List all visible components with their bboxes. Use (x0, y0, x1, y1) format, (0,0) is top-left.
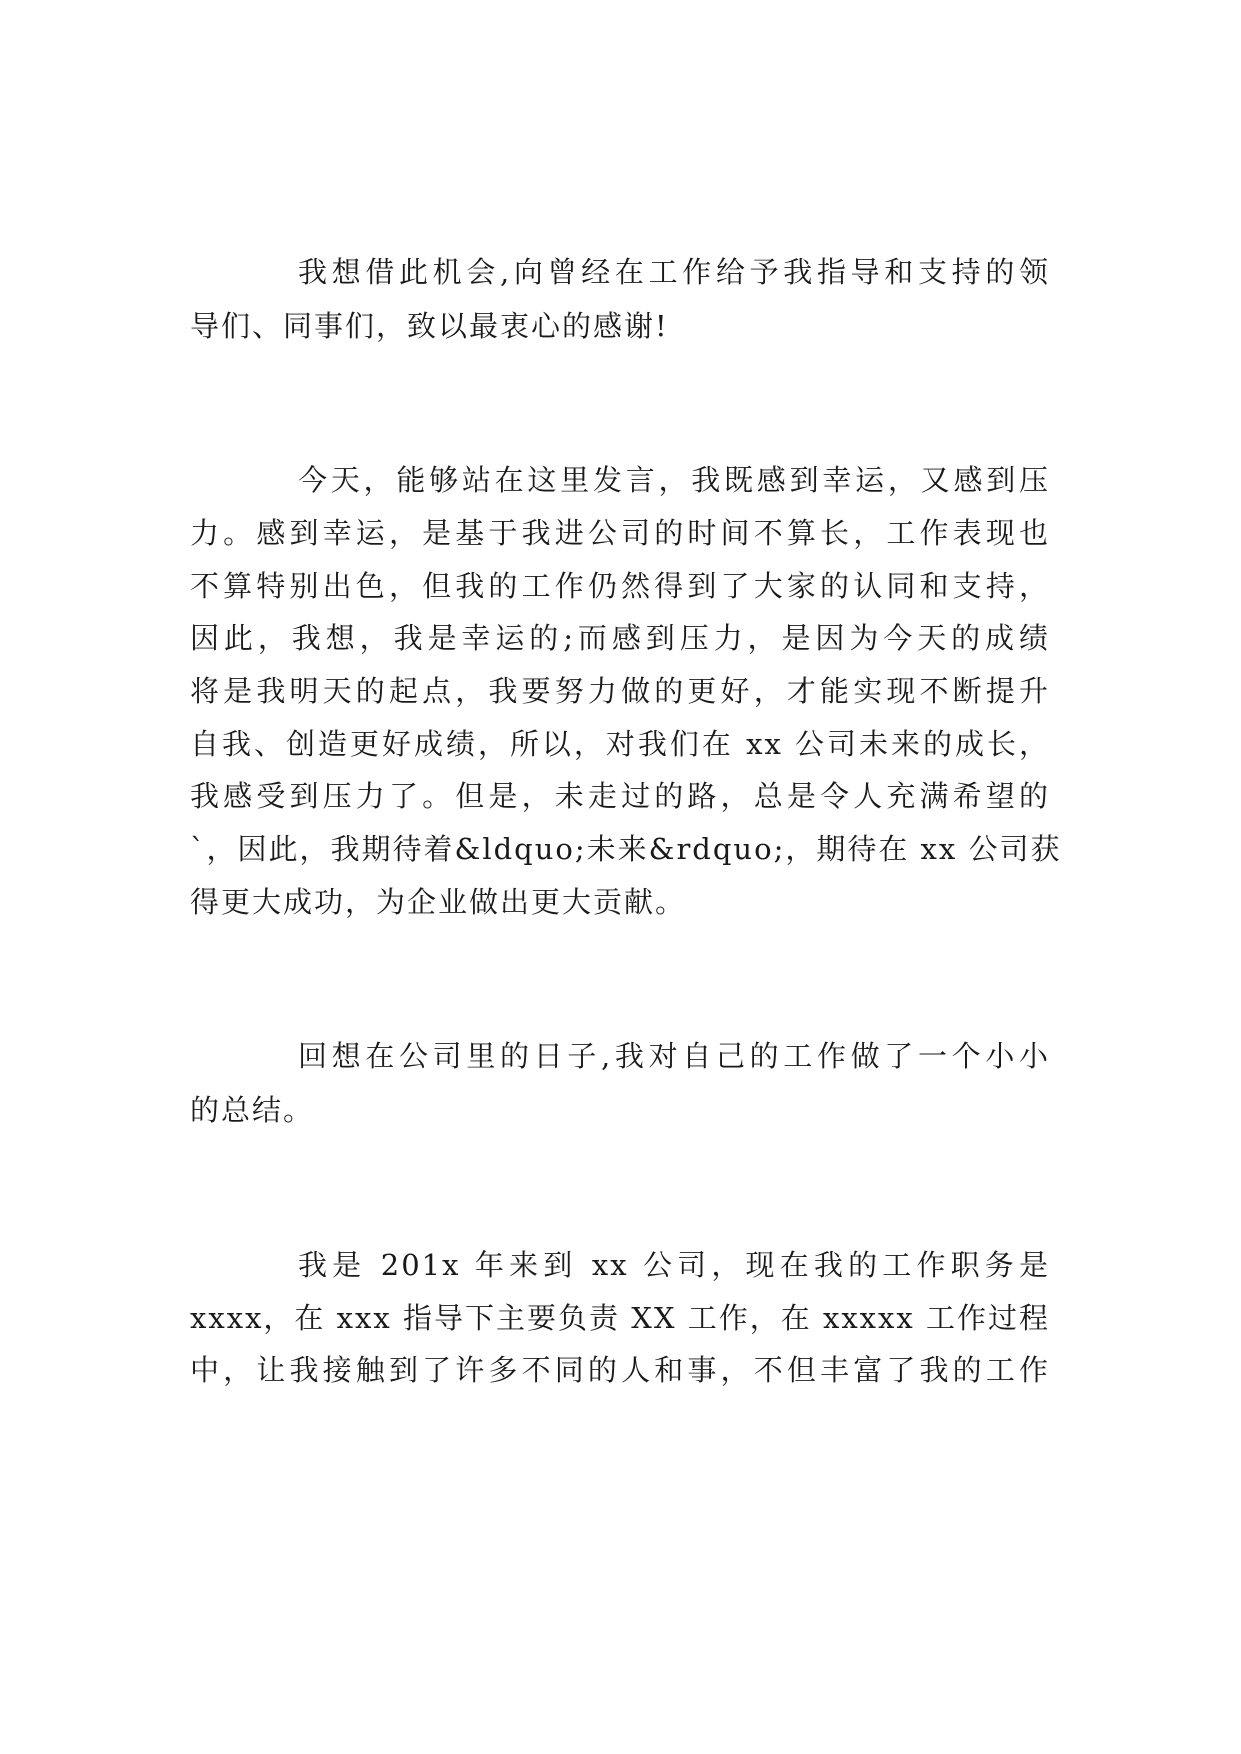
paragraph-3-line-1: 回想在公司里的日子,我对自己的工作做了一个小小 (298, 1039, 1050, 1073)
paragraph-4-line-3: 中，让我接触到了许多不同的人和事，不但丰富了我的工作 (190, 1353, 1050, 1387)
paragraph-1-line-1: 我想借此机会,向曾经在工作给予我指导和支持的领 (298, 255, 1050, 289)
paragraph-2-line-1: 今天，能够站在这里发言，我既感到幸运，又感到压 (298, 463, 1050, 497)
paragraph-2-line-7: 我感受到压力了。但是，未走过的路，总是令人充满希望的 (190, 779, 1050, 813)
paragraph-2-line-5: 将是我明天的起点，我要努力做的更好，才能实现不断提升 (190, 674, 1050, 708)
paragraph-1-line-2: 导们、同事们，致以最衷心的感谢! (190, 309, 669, 343)
paragraph-2-line-8: `，因此，我期待着&ldquo;未来&rdquo;，期待在 xx 公司获 (190, 832, 1062, 866)
paragraph-4-line-2: xxxx，在 xxx 指导下主要负责 XX 工作，在 xxxxx 工作过程 (190, 1301, 1050, 1335)
paragraph-2-line-9: 得更大成功，为企业做出更大贡献。 (190, 885, 687, 919)
paragraph-4-line-1: 我是 201x 年来到 xx 公司，现在我的工作职务是 (298, 1248, 1050, 1282)
paragraph-3-line-2: 的总结。 (190, 1093, 315, 1127)
paragraph-2-line-6: 自我、创造更好成绩，所以，对我们在 xx 公司未来的成长， (190, 727, 1050, 761)
paragraph-2-line-4: 因此，我想，我是幸运的;而感到压力，是因为今天的成绩 (190, 621, 1050, 655)
paragraph-2-line-2: 力。感到幸运，是基于我进公司的时间不算长，工作表现也 (190, 516, 1050, 550)
paragraph-2-line-3: 不算特别出色，但我的工作仍然得到了大家的认同和支持， (190, 569, 1050, 603)
